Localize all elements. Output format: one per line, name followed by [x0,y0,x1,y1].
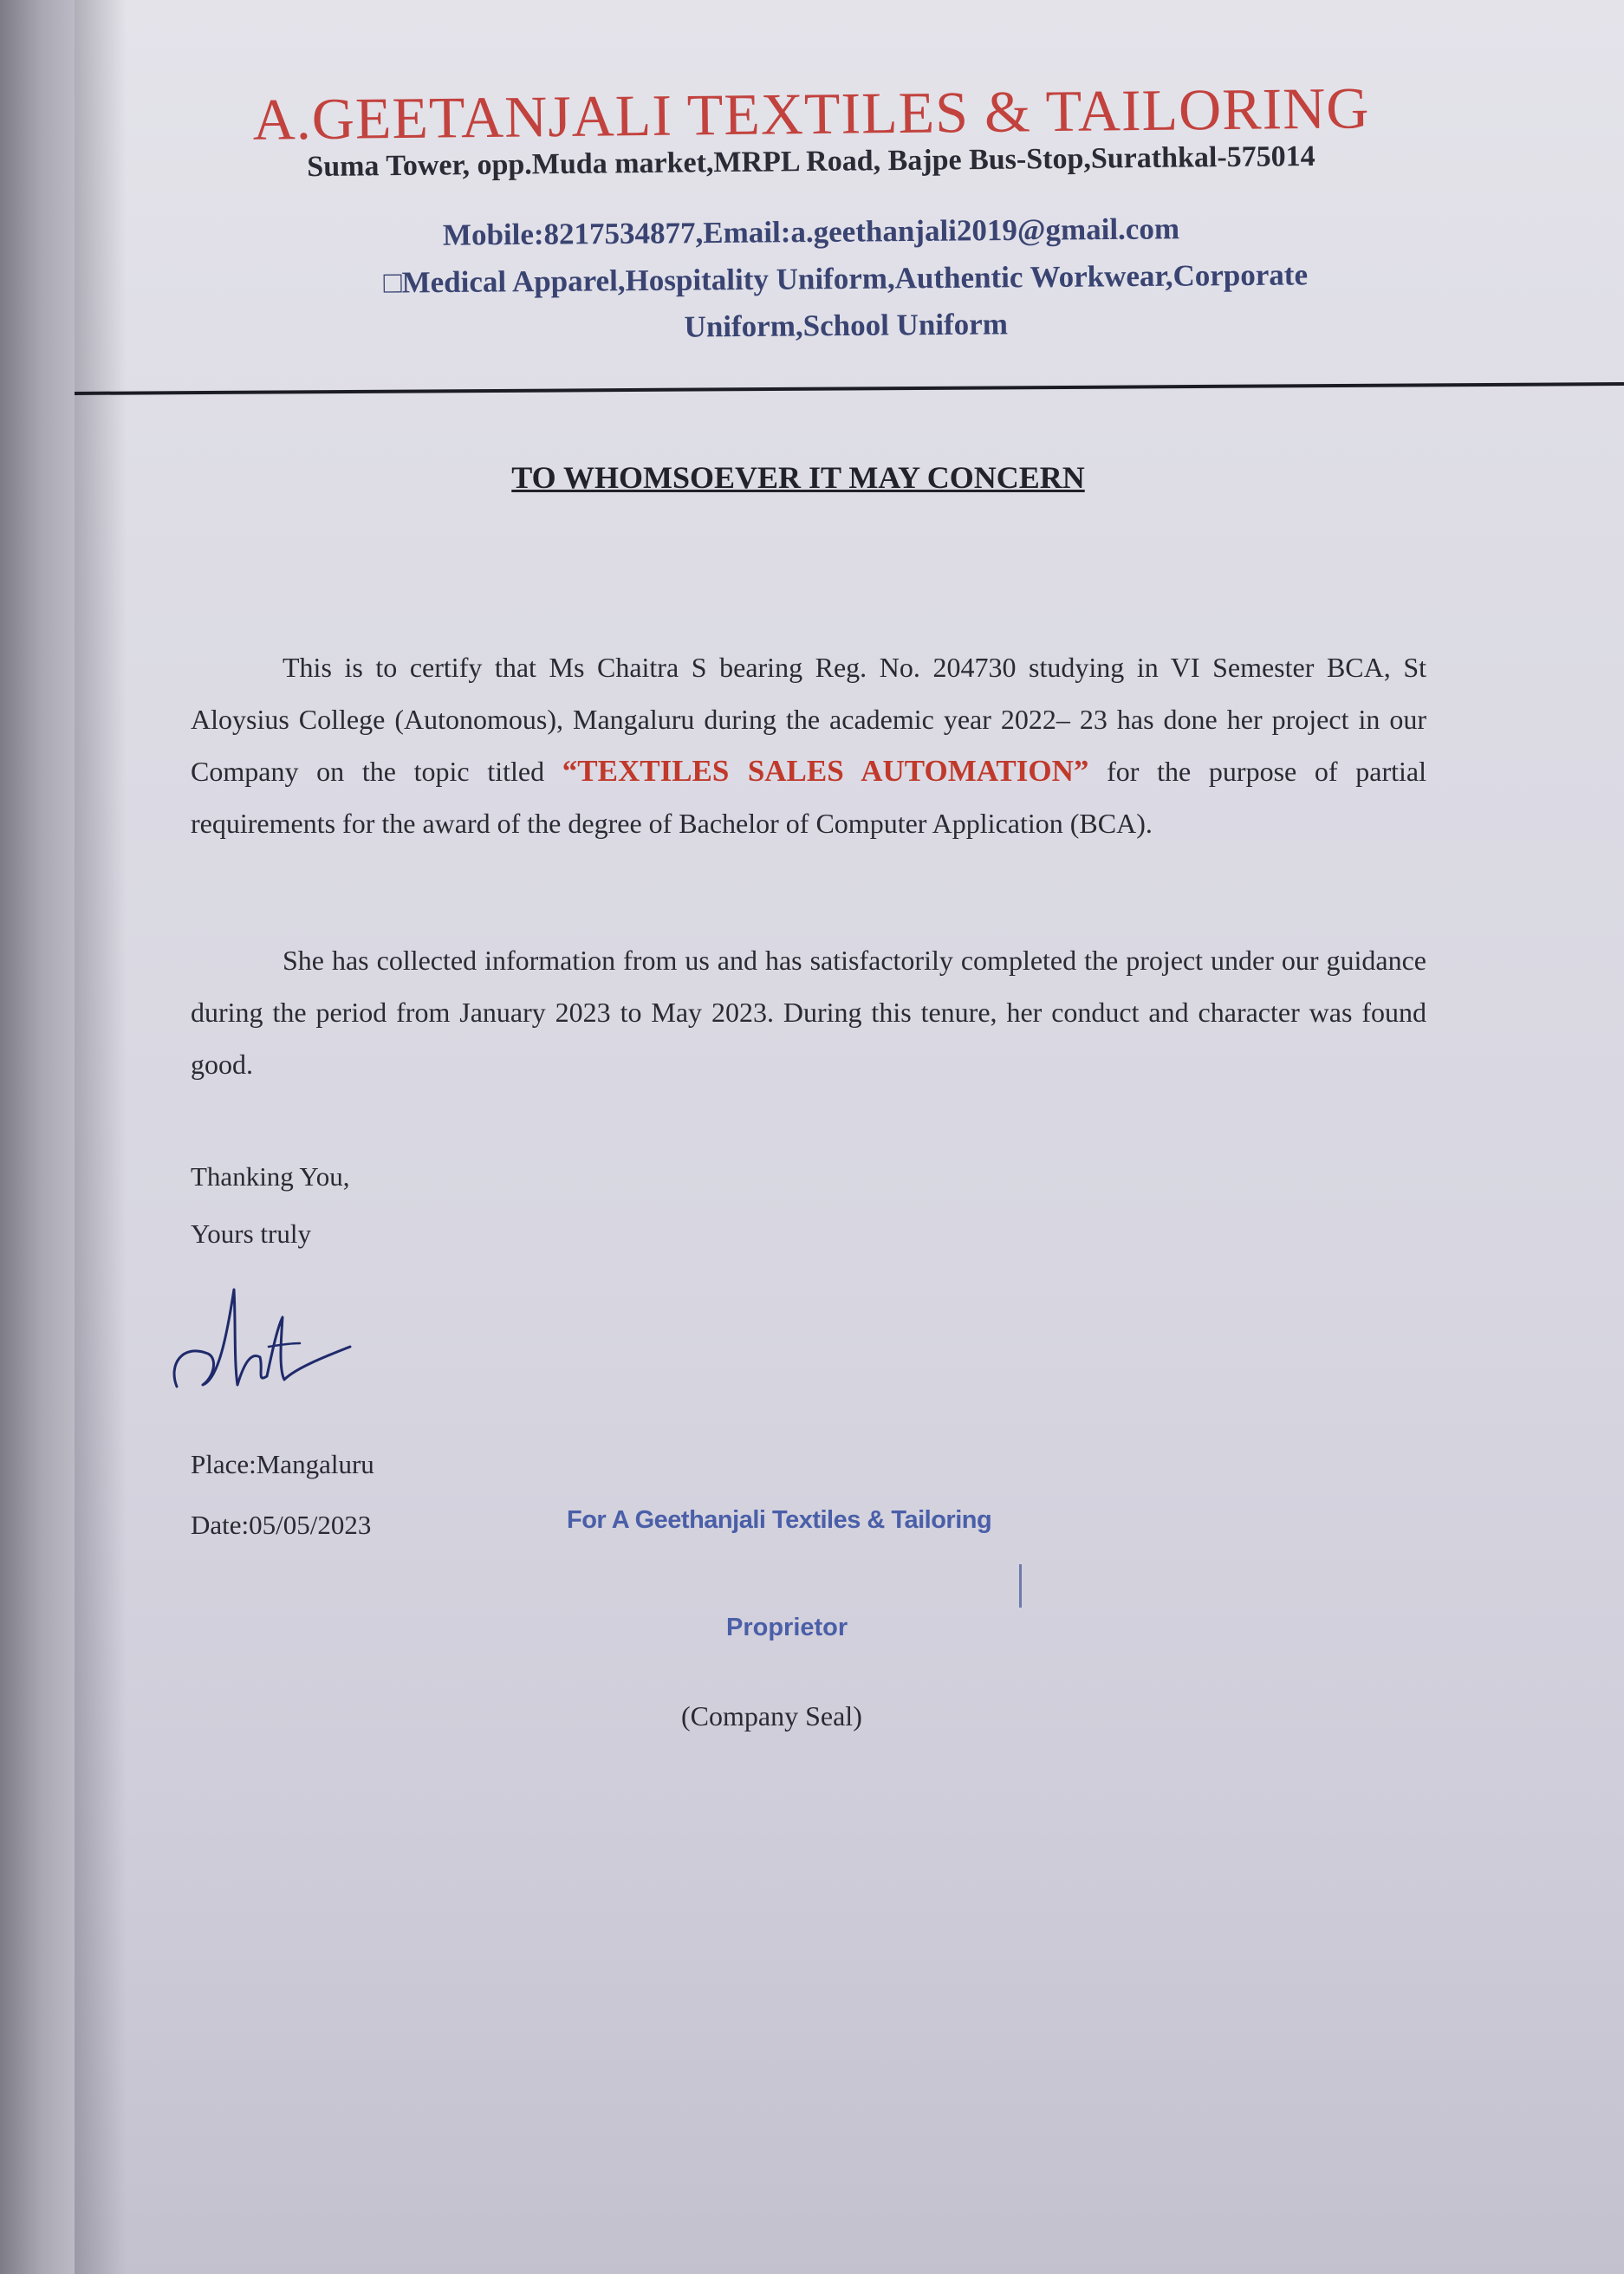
company-services: □Medical Apparel,Hospitality Uniform,Authentic Workwear,Corporate Uniform,School Uniform [383,257,1309,344]
conduct-paragraph: She has collected information from us and has satisfactorily completed the project under our guidance during the period from January 2023 to May 2023. During this tenure, her conduct and character was found good. [191,945,1426,1080]
company-name: A.GEETANJALI TEXTILES & TAILORING [252,75,1370,153]
signature-icon [166,1283,418,1404]
place: Place:Mangaluru [191,1449,374,1479]
paragraph-text-start: This is to certify that Ms Chaitra S bearing Reg. No. 204730 studying in VI Semester BCA, St Aloysius College (Autonomous), Mangaluru during the academic year 2022– 23 has done her project in our Company on the topic titled [191,652,1426,787]
document-page [75,0,1624,2274]
certificate-paragraph [191,641,1426,849]
company-seal-label: (Company Seal) [681,1700,862,1731]
company-address: Suma Tower, opp.Muda market,MRPL Road, Bajpe Bus-Stop,Surathkal-575014 [307,140,1315,184]
date: Date:05/05/2023 [191,1510,372,1540]
closing-thanks: Thanking You, [191,1161,350,1192]
letter-heading: TO WHOMSOEVER IT MAY CONCERN [511,460,1085,495]
stamp-proprietor: Proprietor [726,1614,848,1641]
closing-yours: Yours truly [191,1218,311,1249]
stamp-company: For A Geethanjali Textiles & Tailoring [567,1506,992,1534]
stamp-mark [1019,1564,1022,1608]
project-title: “TEXTILES SALES AUTOMATION” [562,754,1089,788]
page-shadow [75,0,127,2274]
paragraph-text-end: for the purpose of partial requirements for the award of the degree of Bachelor of Computer Application (BCA). [191,756,1427,839]
letterhead-divider [75,382,1624,395]
company-contact: Mobile:8217534877,Email:a.geethanjali2019@gmail.com [442,211,1180,252]
